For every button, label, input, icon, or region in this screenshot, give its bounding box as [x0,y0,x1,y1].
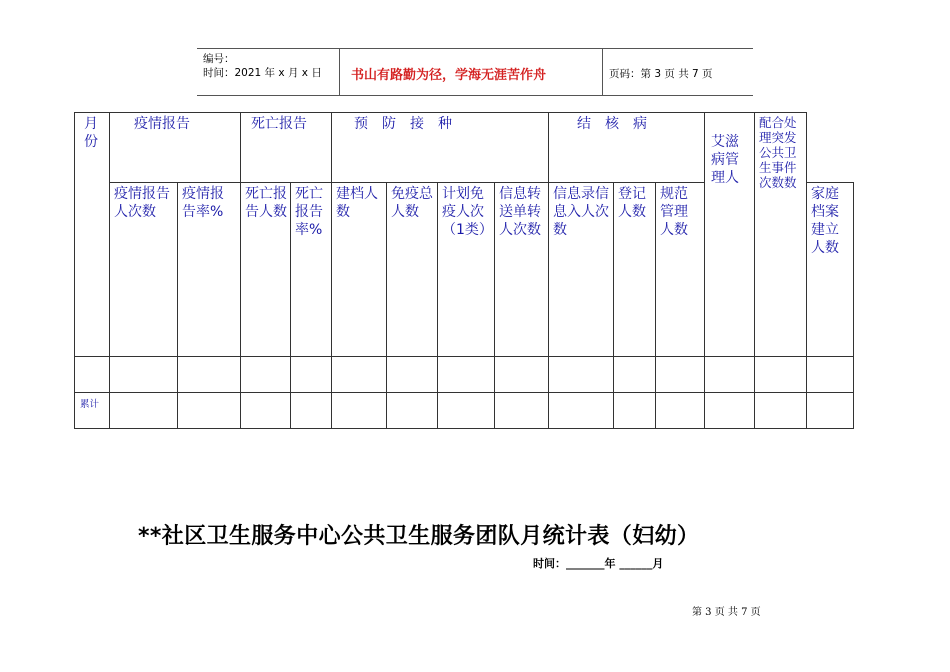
managed-count-header: 规范管理人数 [656,183,705,357]
form-time-line: 时间：_______年 ______月 [533,557,664,570]
immunization-header: 预 防 接 种 [332,113,549,183]
statistics-table [74,112,854,429]
table-cell[interactable] [110,357,178,393]
table-cell[interactable] [110,393,178,429]
death-count-header: 死亡报告人数 [241,183,291,357]
referral-count-header: 信息转送单转人次数 [495,183,549,357]
death-rate-header: 死亡报告率% [291,183,332,357]
table-cell[interactable] [332,393,387,429]
table-cell[interactable] [178,393,241,429]
table-cell[interactable] [438,393,495,429]
header-bottom-rule [197,95,753,96]
table-cell[interactable] [807,357,854,393]
table-total-row [75,393,854,429]
table-cell[interactable] [178,357,241,393]
table-cell[interactable] [549,393,614,429]
table-cell[interactable] [332,357,387,393]
table-cell[interactable] [705,393,755,429]
table-cell[interactable] [387,357,438,393]
table-data-row [75,357,854,393]
header-divider [339,48,340,95]
document-number-label: 编号： [203,53,235,65]
table-cell[interactable] [495,393,549,429]
family-record-header: 家庭档案建立人数 [807,183,854,357]
aids-management-header: 艾滋病管理人 [705,113,755,357]
header-page-label: 页码：第 3 页 共 7 页 [609,68,713,80]
header-motto: 书山有路勤为径，学海无涯苦作舟 [351,68,547,83]
table-cell[interactable] [241,357,291,393]
immune-total-header: 免疫总人数 [387,183,438,357]
death-report-header: 死亡报告 [241,113,332,183]
record-count-header: 建档人数 [332,183,387,357]
table-cell[interactable] [614,357,656,393]
table-cell[interactable] [755,393,807,429]
table-cell[interactable] [387,393,438,429]
table-cell[interactable] [241,393,291,429]
table-cell[interactable] [656,357,705,393]
table-cell[interactable] [549,357,614,393]
epidemic-rate-header: 疫情报告率% [178,183,241,357]
header-divider [602,48,603,95]
table-cell[interactable] [656,393,705,429]
table-cell[interactable] [291,393,332,429]
table-cell[interactable] [291,357,332,393]
table-cell[interactable] [807,393,854,429]
footer-page-number: 第 3 页 共 7 页 [692,607,761,618]
registered-count-header: 登记人数 [614,183,656,357]
epidemic-count-header: 疫情报告 人次数 [110,183,178,357]
table-cell[interactable] [438,357,495,393]
table-cell[interactable] [755,357,807,393]
table-group-header-row [75,113,854,183]
total-label-cell: 累计 [75,393,110,429]
table-cell[interactable] [75,357,110,393]
info-entry-header: 信息录信息入人次数 [549,183,614,357]
table-cell[interactable] [614,393,656,429]
table-cell[interactable] [705,357,755,393]
table-cell[interactable] [495,357,549,393]
epidemic-report-header: 疫情报告 [110,113,241,183]
header-top-rule [197,48,753,49]
emergency-response-header: 配合处理突发公共卫生事件次数数 [755,113,807,357]
form-title: **社区卫生服务中心公共卫生服务团队月统计表（妇幼） [138,524,700,549]
document-date-label: 时间：2021 年 x 月 x 日 [203,67,322,79]
planned-immune-header: 计划免疫人次（1类） [438,183,495,357]
tuberculosis-header: 结 核 病 [549,113,705,183]
month-header: 月份 [75,113,110,357]
